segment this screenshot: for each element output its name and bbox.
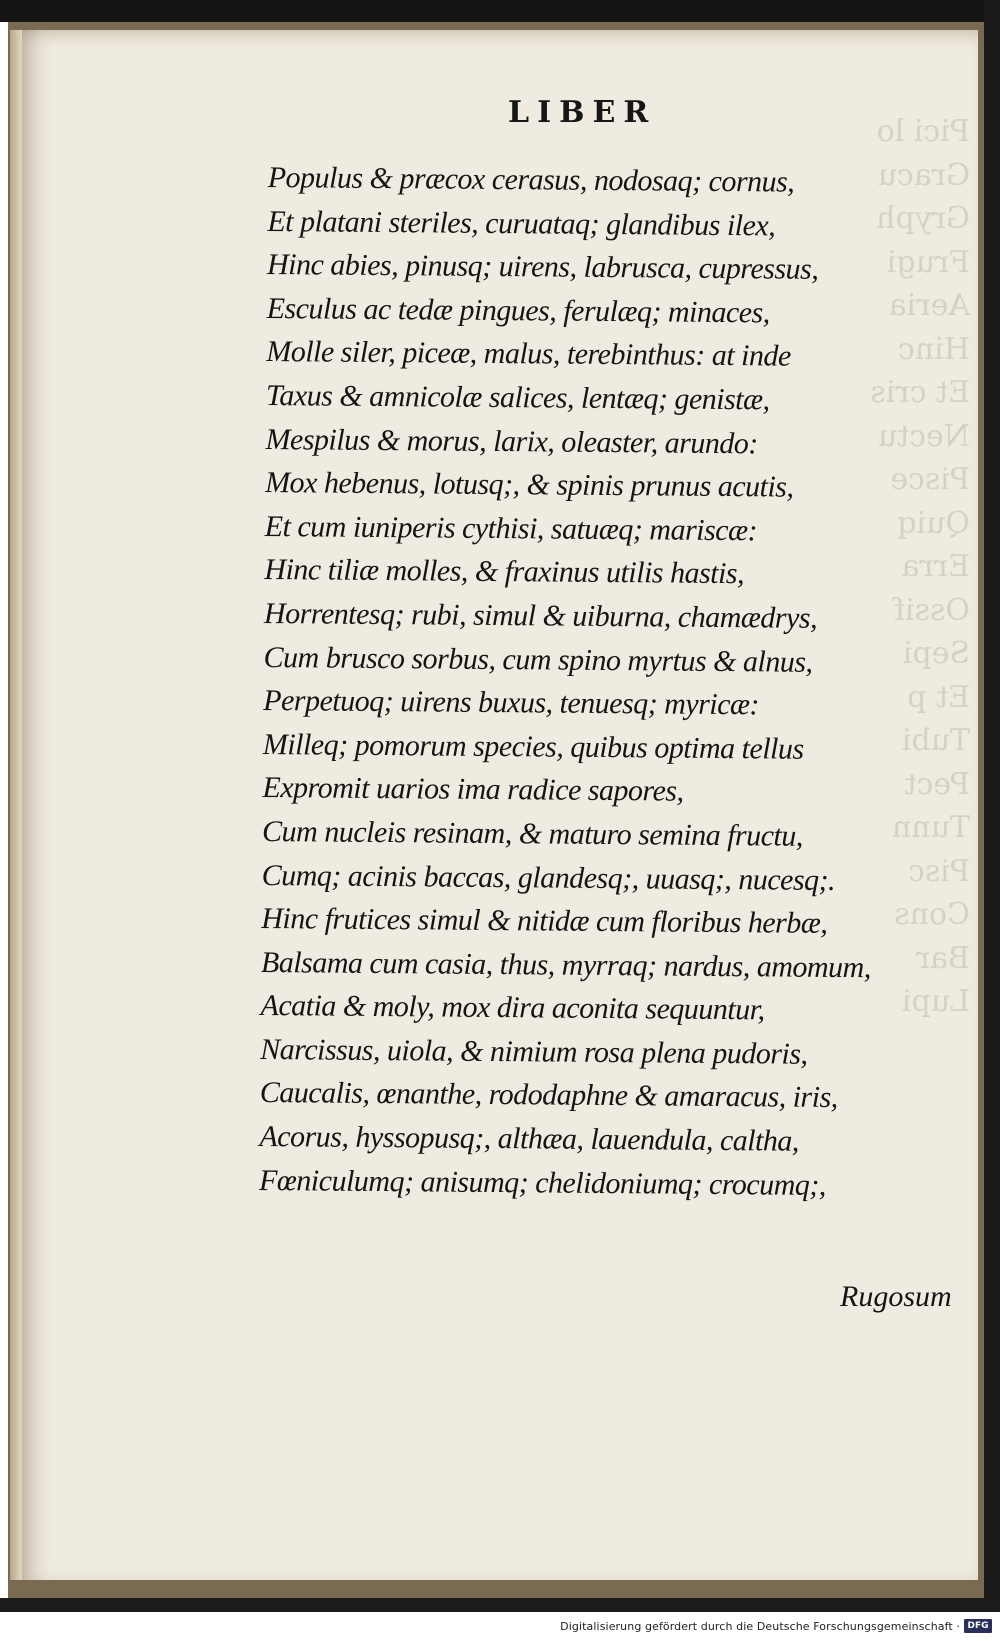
verse-line: Perpetuoq; uirens buxus, tenuesq; myricæ:: [263, 684, 760, 722]
verse-line: Mespilus & morus, larix, oleaster, arundo:: [265, 422, 758, 460]
verse-line: Cumq; acinis baccas, glandesq;, uuasq;, nucesq;.: [261, 858, 836, 897]
catchword: Rugosum: [840, 1280, 952, 1313]
verse-line: Milleq; pomorum species, quibus optima tellus: [262, 727, 804, 766]
show-through-text: Pici lo Gracu Gryph Frugi Aeria Hinc Et cris Nectu Pisce Quiq Erra Ossif Sepi Et p Tubi Pect Tunn Pisc Cons Bar Lupi: [870, 114, 970, 1019]
verse-line: Fœniculumq; anisumq; chelidoniumq; crocumq;,: [258, 1163, 826, 1202]
page-header: LIBER: [508, 95, 657, 130]
verse-line: Acatia & moly, mox dira aconita sequuntur,: [260, 989, 765, 1027]
verse-line: Cum brusco sorbus, cum spino myrtus & alnus,: [263, 640, 813, 679]
verse-line: Balsama cum casia, thus, myrraq; nardus, amomum,: [260, 945, 871, 984]
verse-line: Hinc abies, pinusq; uirens, labrusca, cupressus,: [266, 248, 819, 286]
scan-right-border: [984, 0, 1000, 1605]
verse-line: Acorus, hyssopusq;, althæa, lauendula, caltha,: [259, 1120, 800, 1158]
verse-line: Horrentesq; rubi, simul & uiburna, chamædrys,: [263, 596, 818, 635]
verse-line: Caucalis, œnanthe, rododaphne & amaracus, iris,: [259, 1076, 838, 1115]
verse-line: Narcissus, uiola, & nimium rosa plena pudoris,: [260, 1032, 808, 1071]
verse-line: Mox hebenus, lotusq;, & spinis prunus acutis,: [265, 466, 794, 504]
verse-line: Hinc frutices simul & nitidæ cum floribus herbæ,: [261, 902, 828, 941]
dfg-logo: DFG: [964, 1619, 992, 1633]
funding-credit: Digitalisierung gefördert durch die Deutsche Forschungsgemeinschaft ·: [560, 1620, 960, 1633]
verse-line: Et platani steriles, curuataq; glandibus ilex,: [267, 204, 776, 243]
scan-bottom-border: [0, 1598, 1000, 1612]
scan-top-border: [0, 0, 1000, 22]
verse-line: Taxus & amnicolæ salices, lentæq; genistæ,: [265, 378, 770, 417]
footer: [0, 1612, 1000, 1642]
verse-line: Expromit uarios ima radice sapores,: [262, 771, 684, 808]
verse-line: Esculus ac tedæ pingues, ferulæq; minaces,: [266, 291, 770, 330]
verse-line: Hinc tiliæ molles, & fraxinus utilis hastis,: [264, 553, 745, 591]
verse-line: Molle siler, piceæ, malus, terebinthus: at inde: [266, 335, 791, 373]
verse-block: [259, 156, 948, 1208]
verse-line: Cum nucleis resinam, & maturo semina fructu,: [261, 814, 803, 853]
verse-line: Et cum iuniperis cythisi, satuæq; mariscæ:: [264, 509, 758, 548]
verse-line: Populus & præcox cerasus, nodosaq; cornus,: [267, 160, 795, 199]
